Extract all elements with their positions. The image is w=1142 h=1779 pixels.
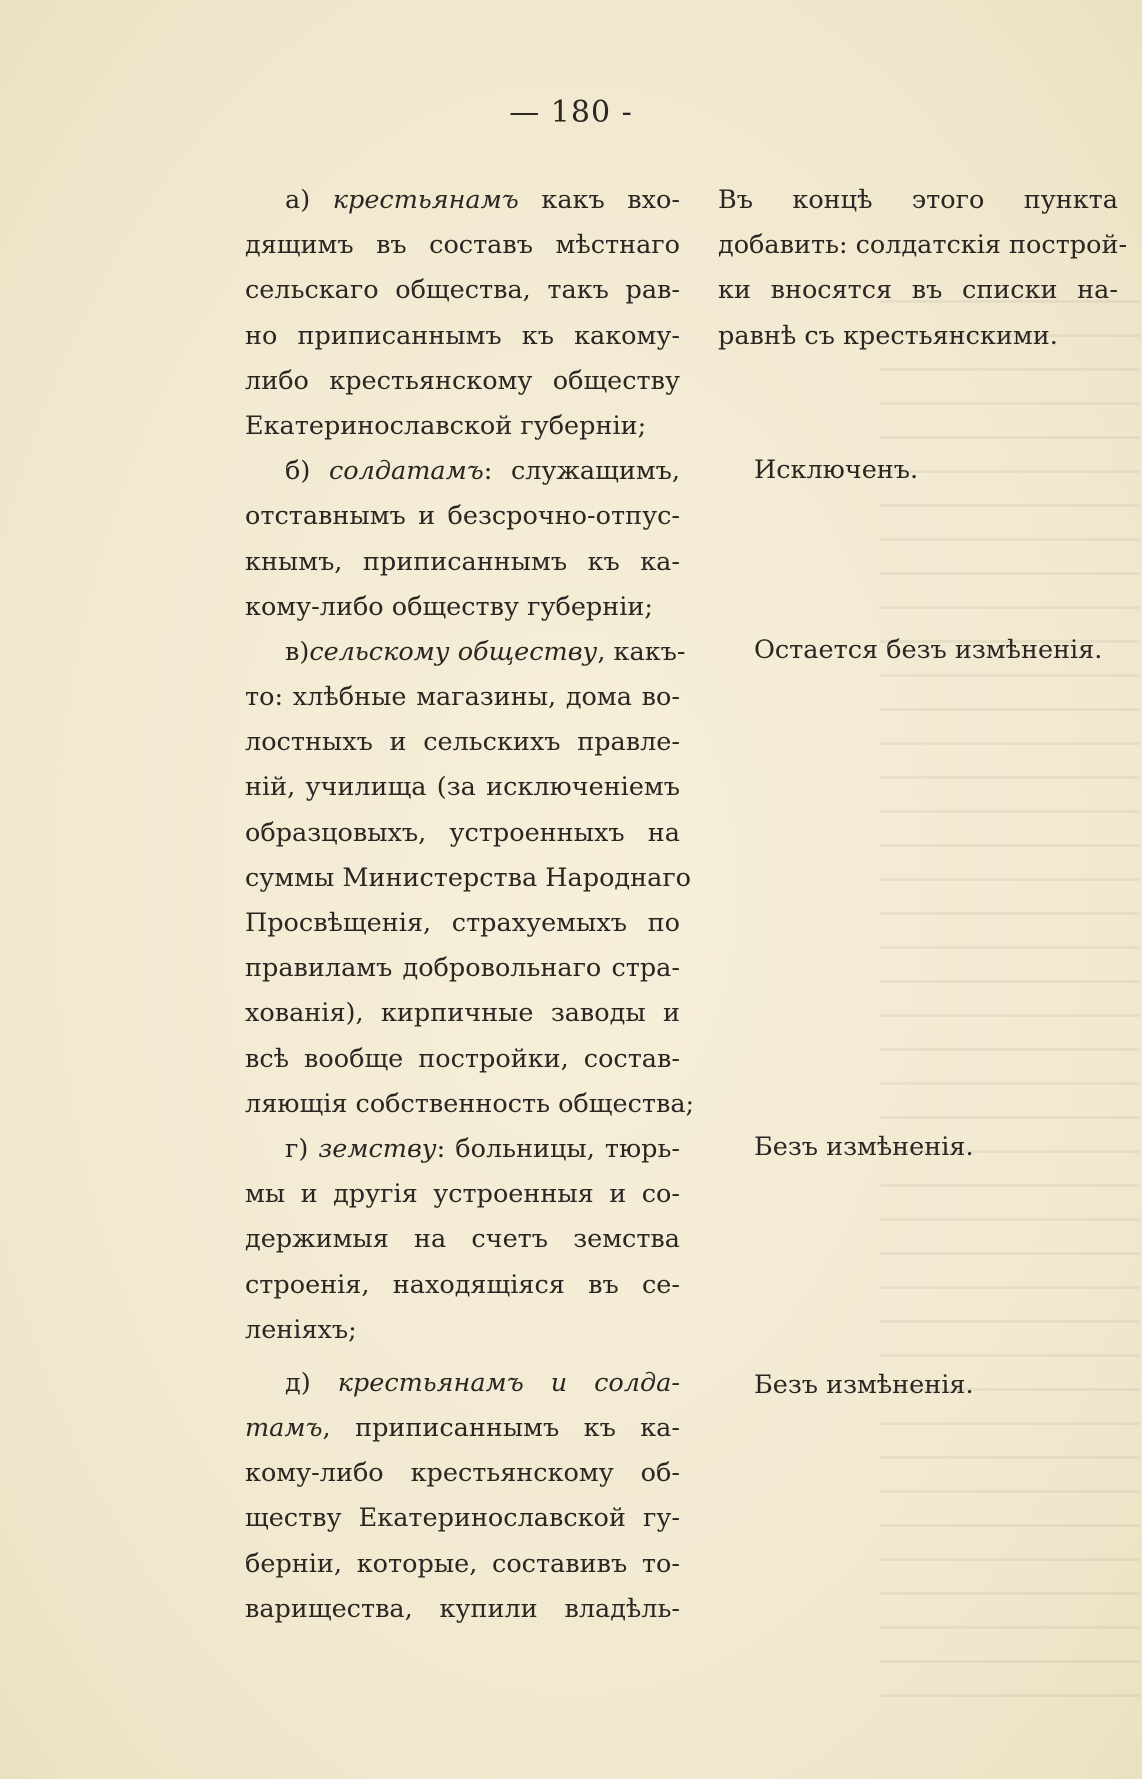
line: равнѣ съ крестьянскими. xyxy=(718,320,1058,351)
item-term: солдатамъ xyxy=(328,456,484,487)
line xyxy=(245,1361,680,1406)
line: строенія, находящіяся въ се- xyxy=(245,1269,680,1300)
line xyxy=(245,630,686,675)
note-b: Исключенъ. xyxy=(754,455,919,485)
item-term: сельскому обществу xyxy=(309,636,598,667)
item-term: крестьянамъ и солда- xyxy=(337,1367,681,1398)
line: Въ концѣ этого пункта xyxy=(718,185,1118,215)
paragraph-g xyxy=(245,1127,680,1353)
line: всѣ вообще постройки, состав- xyxy=(245,1043,680,1074)
line: Просвѣщенія, страхуемыхъ по xyxy=(245,908,680,938)
bleed-through-texture xyxy=(880,300,1140,1700)
item-term: земству xyxy=(318,1133,437,1164)
line-text: , какъ- xyxy=(597,636,686,667)
line: ществу Екатеринославской гу- xyxy=(245,1503,680,1534)
line: варищества, купили владѣль- xyxy=(245,1593,680,1624)
line: кнымъ, приписаннымъ къ ка- xyxy=(245,546,680,577)
item-marker: а) xyxy=(285,185,311,215)
line: правиламъ добровольнаго стра- xyxy=(245,953,680,984)
item-term-continued: тамъ xyxy=(245,1413,323,1444)
note-d: Безъ измѣненія. xyxy=(754,1370,974,1400)
line: берніи, которые, составивъ то- xyxy=(245,1548,680,1579)
item-marker: д) xyxy=(285,1367,311,1398)
line-text: какъ вхо- xyxy=(541,185,680,215)
line: лостныхъ и сельскихъ правле- xyxy=(245,727,680,758)
paragraph-v xyxy=(245,630,695,1127)
note-g: Безъ измѣненія. xyxy=(754,1132,974,1162)
line: леніяхъ; xyxy=(245,1314,357,1345)
line: суммы Министерства Народнаго xyxy=(245,862,692,893)
line: добавить: солдатскія построй- xyxy=(718,230,1128,261)
line xyxy=(245,1127,680,1172)
line: держимыя на счетъ земства xyxy=(245,1224,680,1255)
line: ляющія собственность общества; xyxy=(245,1088,695,1119)
item-term: крестьянамъ xyxy=(332,185,519,215)
paragraph-d xyxy=(245,1361,680,1632)
line: но приписаннымъ къ какому- xyxy=(245,320,680,351)
line xyxy=(245,1406,680,1451)
line: ній, училища (за исключеніемъ xyxy=(245,772,680,803)
note-v: Остается безъ измѣненія. xyxy=(754,635,1103,665)
item-marker: в) xyxy=(285,636,310,667)
line xyxy=(245,178,680,223)
item-marker: б) xyxy=(285,456,311,487)
line: Екатеринославской губерніи; xyxy=(245,410,647,441)
line: хованія), кирпичные заводы и xyxy=(245,998,680,1029)
note-a xyxy=(718,178,1128,359)
line: образцовыхъ, устроенныхъ на xyxy=(245,817,680,848)
paragraph-b xyxy=(245,449,680,630)
line-text: : служащимъ, xyxy=(483,456,680,487)
line-text: : больницы, тюрь- xyxy=(436,1133,680,1164)
line: отставнымъ и безсрочно-отпус- xyxy=(245,501,680,532)
paragraph-a xyxy=(245,178,680,449)
left-column xyxy=(245,178,695,1632)
line: кому-либо обществу губерніи; xyxy=(245,591,653,622)
item-marker: г) xyxy=(285,1133,309,1164)
line: либо крестьянскому обществу xyxy=(245,365,680,396)
line: дящимъ въ составъ мѣстнаго xyxy=(245,230,680,261)
line: мы и другія устроенныя и со- xyxy=(245,1179,680,1210)
line: то: хлѣбные магазины, дома во- xyxy=(245,682,680,713)
line: кому-либо крестьянскому об- xyxy=(245,1458,680,1489)
line xyxy=(245,449,680,494)
right-column xyxy=(718,178,1128,359)
page-number: — 180 - xyxy=(509,95,633,130)
line: сельскаго общества, такъ рав- xyxy=(245,275,680,306)
line: ки вносятся въ списки на- xyxy=(718,275,1118,306)
line-text: , приписаннымъ къ ка- xyxy=(322,1413,680,1444)
